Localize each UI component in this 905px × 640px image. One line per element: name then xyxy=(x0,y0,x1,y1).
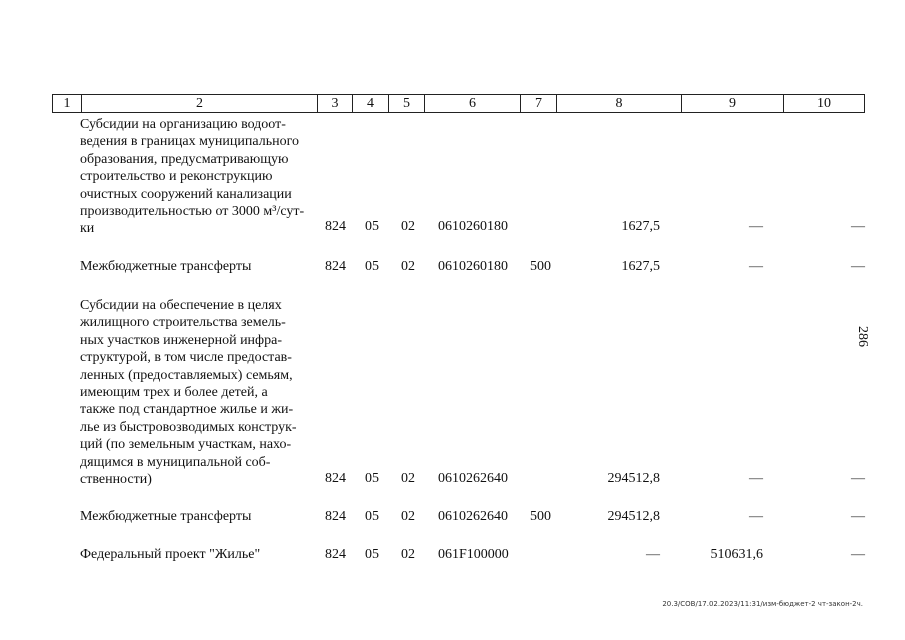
cell-ministry: 824 xyxy=(325,547,346,562)
header-col-6: 6 xyxy=(425,95,521,112)
desc-line: ки xyxy=(80,221,95,237)
desc-line: также под стандартное жилье и жи- xyxy=(80,402,294,418)
cell-amount-col9: — xyxy=(749,509,763,524)
cell-subsection: 02 xyxy=(401,471,415,486)
cell-amount-col9: 510631,6 xyxy=(710,547,763,562)
desc-line: дящимся в муниципальной соб- xyxy=(80,454,271,470)
table-row xyxy=(80,508,865,528)
desc-line: Межбюджетные трансферты xyxy=(80,509,252,524)
header-col-2: 2 xyxy=(82,95,318,112)
cell-section: 05 xyxy=(365,547,379,562)
cell-ministry: 824 xyxy=(325,509,346,524)
table-row xyxy=(80,116,865,241)
cell-subsection: 02 xyxy=(401,219,415,234)
header-col-1: 1 xyxy=(53,95,82,112)
cell-amount-col10: — xyxy=(851,547,865,562)
desc-line: ственности) xyxy=(80,472,152,488)
cell-amount-col10: — xyxy=(851,219,865,234)
header-col-7: 7 xyxy=(521,95,557,112)
cell-amount-col8: 294512,8 xyxy=(607,509,660,524)
cell-amount-col9: — xyxy=(749,471,763,486)
cell-section: 05 xyxy=(365,259,379,274)
cell-amount-col8: — xyxy=(646,547,660,562)
cell-amount-col8: 1627,5 xyxy=(621,259,660,274)
desc-line: Федеральный проект "Жилье" xyxy=(80,547,261,562)
row-description xyxy=(80,258,318,275)
desc-line: имеющим трех и более детей, а xyxy=(80,385,268,401)
row-description xyxy=(80,116,318,238)
side-page-number: 286 xyxy=(855,326,870,347)
desc-line: образования, предусматривающую xyxy=(80,151,289,167)
cell-amount-col10: — xyxy=(851,509,865,524)
cell-amount-col10: — xyxy=(851,471,865,486)
cell-subsection: 02 xyxy=(401,547,415,562)
row-description xyxy=(80,297,318,488)
cell-section: 05 xyxy=(365,509,379,524)
cell-target-code: 0610260180 xyxy=(438,259,508,274)
desc-line: очистных сооружений канализации xyxy=(80,186,292,202)
header-col-5: 5 xyxy=(389,95,425,112)
header-col-4: 4 xyxy=(353,95,389,112)
table-header-row xyxy=(52,94,865,113)
header-col-10: 10 xyxy=(817,96,831,111)
table-row xyxy=(80,546,865,566)
desc-line: Субсидии на обеспечение в целях xyxy=(80,298,282,313)
footer-stamp: 20.3/СОВ/17.02.2023/11:31/изм-бюджет-2 чт-закон-2ч. xyxy=(662,600,863,608)
desc-line: структурой, в том числе предостав- xyxy=(80,350,292,366)
cell-ministry: 824 xyxy=(325,259,346,274)
cell-expense-type: 500 xyxy=(530,509,551,524)
header-col-9: 9 xyxy=(682,95,784,112)
desc-line: Субсидии на организацию водоот- xyxy=(80,117,286,132)
cell-amount-col8: 294512,8 xyxy=(607,471,660,486)
desc-line: Межбюджетные трансферты xyxy=(80,259,252,274)
cell-target-code: 061F100000 xyxy=(438,547,509,562)
desc-line: жилищного строительства земель- xyxy=(80,315,286,331)
cell-target-code: 0610260180 xyxy=(438,219,508,234)
cell-amount-col8: 1627,5 xyxy=(621,219,660,234)
table-row xyxy=(80,297,865,492)
cell-target-code: 0610262640 xyxy=(438,509,508,524)
cell-target-code: 0610262640 xyxy=(438,471,508,486)
row-description xyxy=(80,546,318,563)
cell-amount-col9: — xyxy=(749,259,763,274)
cell-amount-col9: — xyxy=(749,219,763,234)
row-description xyxy=(80,508,318,525)
desc-line: лье из быстровозводимых конструк- xyxy=(80,419,297,435)
cell-amount-col10: — xyxy=(851,259,865,274)
header-col-8: 8 xyxy=(557,95,682,112)
header-col-3: 3 xyxy=(318,95,353,112)
desc-line: ленных (предоставляемых) семьям, xyxy=(80,367,293,383)
table-row xyxy=(80,258,865,278)
desc-line: строительство и реконструкцию xyxy=(80,169,273,185)
cell-section: 05 xyxy=(365,471,379,486)
desc-line: производительностью от 3000 м³/сут- xyxy=(80,204,305,220)
desc-line: ных участков инженерной инфра- xyxy=(80,332,282,348)
cell-section: 05 xyxy=(365,219,379,234)
cell-expense-type: 500 xyxy=(530,259,551,274)
desc-line: ций (по земельным участкам, нахо- xyxy=(80,437,292,453)
cell-subsection: 02 xyxy=(401,259,415,274)
desc-line: ведения в границах муниципального xyxy=(80,134,299,150)
cell-ministry: 824 xyxy=(325,471,346,486)
cell-subsection: 02 xyxy=(401,509,415,524)
cell-ministry: 824 xyxy=(325,219,346,234)
